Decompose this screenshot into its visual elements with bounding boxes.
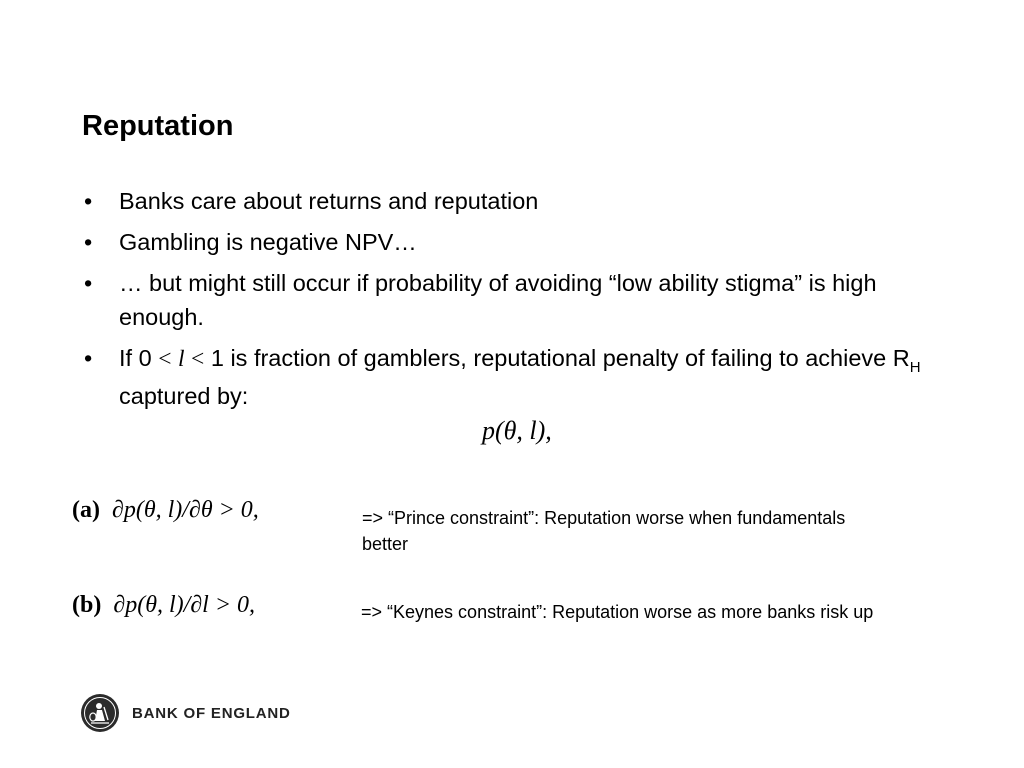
bullet-text: Gambling is negative NPV… <box>119 229 417 255</box>
bank-of-england-logo <box>80 693 291 733</box>
bullet-item <box>82 341 962 413</box>
condition-b-formula <box>72 592 255 619</box>
subscript-h: H <box>909 359 921 376</box>
bullet-text-pre: If 0 <box>119 345 159 371</box>
bullet-marker: • <box>84 188 93 214</box>
formula-expression: ∂p(θ, l)/∂θ > 0, <box>111 497 259 523</box>
less-than-symbol: < <box>158 346 172 372</box>
math-variable-l: l <box>177 346 185 372</box>
condition-label: (a) <box>72 497 100 523</box>
formula-expression: p(θ, l), <box>482 416 552 445</box>
bullet-text-mid: 1 is fraction of gamblers, reputational penalty of failing to achieve R <box>204 345 910 371</box>
keynes-constraint-note: => “Keynes constraint”: Reputation worse as more banks risk up <box>361 602 874 622</box>
bullet-item <box>82 225 962 259</box>
bullet-text: … but might still occur if probability of avoiding “low ability stigma” is high enough. <box>119 270 877 330</box>
condition-label: (b) <box>72 592 102 618</box>
formula-expression: ∂p(θ, l)/∂l > 0, <box>113 592 256 618</box>
slide-title: Reputation <box>82 110 234 142</box>
bullet-marker: • <box>84 229 93 255</box>
bullet-marker: • <box>84 345 93 371</box>
bullet-item <box>82 266 962 334</box>
less-than-symbol: < <box>191 346 205 372</box>
bullet-marker: • <box>84 270 93 296</box>
penalty-formula <box>482 416 552 446</box>
britannia-seal-icon <box>80 693 120 733</box>
condition-a-formula <box>72 497 259 524</box>
bullet-text-post: captured by: <box>119 383 249 409</box>
bullet-item <box>82 184 962 218</box>
prince-constraint-note: => “Prince constraint”: Reputation worse when fundamentals better <box>362 508 846 554</box>
bullet-text: Banks care about returns and reputation <box>119 188 539 214</box>
bullet-text <box>119 345 921 409</box>
logo-wordmark: BANK OF ENGLAND <box>132 704 291 722</box>
bullet-list <box>82 184 962 420</box>
